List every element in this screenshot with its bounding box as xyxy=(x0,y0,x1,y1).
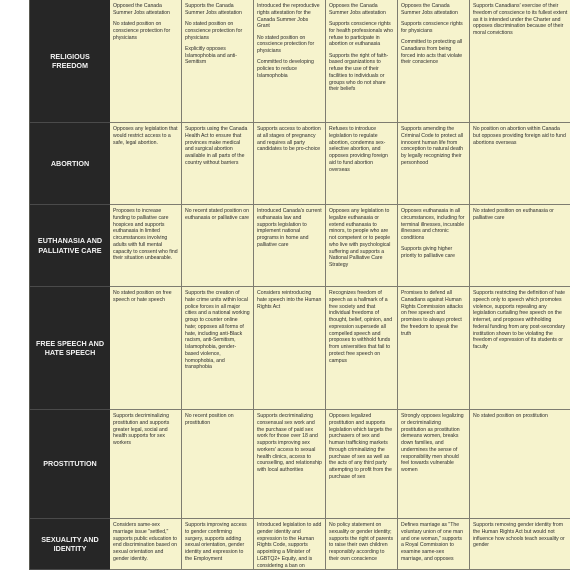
policy-text: Supports restricting the definition of hate speech only to speech which promotes violence, supports repealing any legislation curtailing free speech on the internet, and proposes withholding federal funding from any post-secondary institution shown to be violating the freedom of expression of its students or faculty xyxy=(473,290,566,350)
policy-text: No stated position on prostitution xyxy=(473,413,548,419)
policy-text: Opposes the Canada Summer Jobs attestation xyxy=(401,3,458,16)
policy-text: Supports the Canada Summer Jobs attestation xyxy=(185,3,242,16)
policy-text: Supports giving higher priority to palliative care xyxy=(401,246,455,259)
policy-cell xyxy=(182,519,254,570)
policy-text: Introduced Canada's current euthanasia law and supports legislation to implement national programs in home and palliative care xyxy=(257,208,322,248)
row-header-free-speech-and-hate-speech: FREE SPEECH AND HATE SPEECH xyxy=(30,287,110,410)
policy-cell xyxy=(254,0,326,123)
policy-text: Strongly opposes legalizing or decriminalizing prostitution as prostitution demeans women, breaks down families, and undermines the sense of responsibility men should feel towards vulnerable women xyxy=(401,413,464,473)
policy-text: Supports the creation of hate crime units within local police forces in all major cities and a national working group to counter online hate; opposes all forms of hate, including anti-Black racism, anti-Semitism, Islamophobia, gender-based violence, homophobia, and transphobia xyxy=(185,290,250,371)
policy-text: Supports access to abortion at all stages of pregnancy and requires all party candidates to be pro-choice xyxy=(257,126,321,153)
policy-text: Considers reintroducing hate speech into the Human Rights Act xyxy=(257,290,322,310)
policy-cell xyxy=(254,123,326,205)
policy-cell xyxy=(398,0,470,123)
policy-text: Committed to protecting all Canadians from being forced into acts that violate their conscience xyxy=(401,39,463,66)
policy-text: Introduced the reproductive rights attestation for the Canada Summer Jobs Grant xyxy=(257,3,320,30)
policy-cell xyxy=(110,519,182,570)
policy-text: Opposes the Canada Summer Jobs attestation xyxy=(329,3,386,16)
policy-cell xyxy=(326,123,398,205)
policy-cell xyxy=(326,0,398,123)
policy-cell xyxy=(470,0,570,123)
left-margin xyxy=(0,0,29,570)
row-header-prostitution: PROSTITUTION xyxy=(30,410,110,519)
policy-text: Explicitly opposes Islamophobia and anti-Semitism xyxy=(185,45,238,66)
policy-cell xyxy=(398,205,470,287)
policy-text: No stated position on euthanasia or palliative care xyxy=(473,208,554,221)
row-header-abortion: ABORTION xyxy=(30,123,110,205)
policy-cell xyxy=(326,287,398,410)
policy-cell xyxy=(398,123,470,205)
policy-text: No policy statement on sexuality or gender identity; supports the right of parents to raise their own children responsibly according to their own conscience xyxy=(329,522,394,562)
policy-cell xyxy=(254,287,326,410)
policy-text: Opposes euthanasia in all circumstances, including for terminal illnesses, incurable illnesses and chronic conditions xyxy=(401,208,465,241)
policy-text: Considers same-sex marriage issue "settled," supports public education to end discrimination based on sexual orientation and gender identity. xyxy=(113,522,178,562)
policy-text: Opposes legalized prostitution and supports legislation which targets the purchasers of sex and human trafficking markets through criminalizing the purchase of sex as well as the acts of any third party attempting to profit from the purchase of sex xyxy=(329,413,393,480)
policy-text: Supports decriminalizing consensual sex work and the purchase of paid sex work for those over 18 and supports improving sex workers' access to sexual health clinics, access to counselling, and relationship with local authorities xyxy=(257,413,322,473)
policy-cell xyxy=(110,123,182,205)
policy-cell xyxy=(470,205,570,287)
policy-cell xyxy=(398,519,470,570)
policy-cell xyxy=(470,410,570,519)
policy-text: Recognizes freedom of speech as a hallmark of a free society and that individual freedoms of thought, belief, opinion, and expression supersede all compelled speech and proposes to withhold funds from universities that fail to protect free speech on campus xyxy=(329,290,393,364)
policy-text: No position on abortion within Canada but opposes providing foreign aid to fund abortions overseas xyxy=(473,126,566,146)
policy-text: Refuses to introduce legislation to regulate abortion, condemns sex-selective abortion, and opposes providing foreign aid to fund abortion overseas xyxy=(329,126,388,173)
policy-text: Opposed the Canada Summer Jobs attestation xyxy=(113,3,170,16)
policy-text: Supports improving access to gender confirming surgery, supports adding sexual orientation, gender identity and expression to the Employment xyxy=(185,522,247,562)
policy-text: Defines marriage as "The voluntary union of one man and one woman," supports a Royal Commission to examine same-sex marriage, and opposes xyxy=(401,522,464,562)
policy-text: No stated position on conscience protection for physicians xyxy=(185,21,243,41)
policy-cell xyxy=(110,410,182,519)
policy-cell xyxy=(182,123,254,205)
policy-text: Supports removing gender identity from the Human Rights Act but would not influence how schools teach sexuality or gender xyxy=(473,522,565,549)
policy-text: No stated position on conscience protection for physicians xyxy=(257,34,315,54)
policy-cell xyxy=(470,287,570,410)
policy-text: Promises to defend all Canadians against Human Rights Commission attacks on free speech and promises to always protect the freedom to speak the truth xyxy=(401,290,463,337)
policy-text: Supports the right of faith-based organizations to refuse the use of their facilities to individuals or groups who do not share their beliefs xyxy=(329,52,389,93)
policy-cell xyxy=(110,205,182,287)
policy-text: No stated position on free speech or hate speech xyxy=(113,290,172,303)
policy-text: No recent position on prostitution xyxy=(185,413,234,426)
policy-text: Introduced legislation to add gender identity and expression to the Human Rights Code, supports appointing a Minister of LGBTQ2+ Equity, and is considering a ban on xyxy=(257,522,322,569)
policy-cell xyxy=(182,0,254,123)
policy-cell xyxy=(182,287,254,410)
policy-text: No recent stated position on euthanasia or palliative care xyxy=(185,208,250,221)
policy-text: Committed to developing policies to reduce Islamophobia xyxy=(257,59,314,79)
policy-text: Supports conscience rights for physicians xyxy=(401,21,463,34)
policy-cell xyxy=(182,205,254,287)
policy-cell xyxy=(326,205,398,287)
row-header-religious-freedom: RELIGIOUS FREEDOM xyxy=(30,0,110,123)
policy-text: No stated position on conscience protection for physicians xyxy=(113,21,171,41)
policy-cell xyxy=(182,410,254,519)
policy-cell xyxy=(326,410,398,519)
policy-comparison-table xyxy=(29,0,570,570)
policy-text: Supports decriminalizing prostitution and supports greater legal, social and health supports for sex workers xyxy=(113,413,170,446)
policy-text: Supports conscience rights for health professionals who refuse to participate in abortion or euthanasia xyxy=(329,21,394,48)
policy-text: Supports amending the Criminal Code to protect all innocent human life from conception to natural death by legally recognizing their personhood xyxy=(401,126,464,166)
policy-cell xyxy=(254,410,326,519)
policy-cell xyxy=(254,205,326,287)
policy-cell xyxy=(398,287,470,410)
policy-cell xyxy=(326,519,398,570)
policy-cell xyxy=(398,410,470,519)
policy-cell xyxy=(470,519,570,570)
policy-cell xyxy=(254,519,326,570)
row-header-sexuality-and-identity: SEXUALITY AND IDENTITY xyxy=(30,519,110,570)
policy-text: Supports using the Canada Health Act to ensure that provinces make medical and surgical abortion available in all parts of the country without barriers xyxy=(185,126,248,166)
row-header-euthanasia-and-palliative-care: EUTHANASIA AND PALLIATIVE CARE xyxy=(30,205,110,287)
policy-text: Opposes any legislation to legalize euthanasia or extend euthanasia to minors, to people who are not competent or to people who live with psychological suffering and supports a National Palliative Care Strategy xyxy=(329,208,391,268)
policy-text: Supports Canadians' exercise of their freedom of conscience to its fullest extent as it is intended under the Charter and opposes discrimination because of their moral convictions xyxy=(473,3,568,36)
policy-text: Opposes any legislation that would restrict access to a safe, legal abortion. xyxy=(113,126,178,146)
policy-text: Proposes to increase funding to palliative care hospices and supports euthanasia in limited circumstances involving adults with full mental capacity to consent who find their situation unbearable. xyxy=(113,208,178,262)
policy-cell xyxy=(110,0,182,123)
policy-cell xyxy=(470,123,570,205)
policy-cell xyxy=(110,287,182,410)
